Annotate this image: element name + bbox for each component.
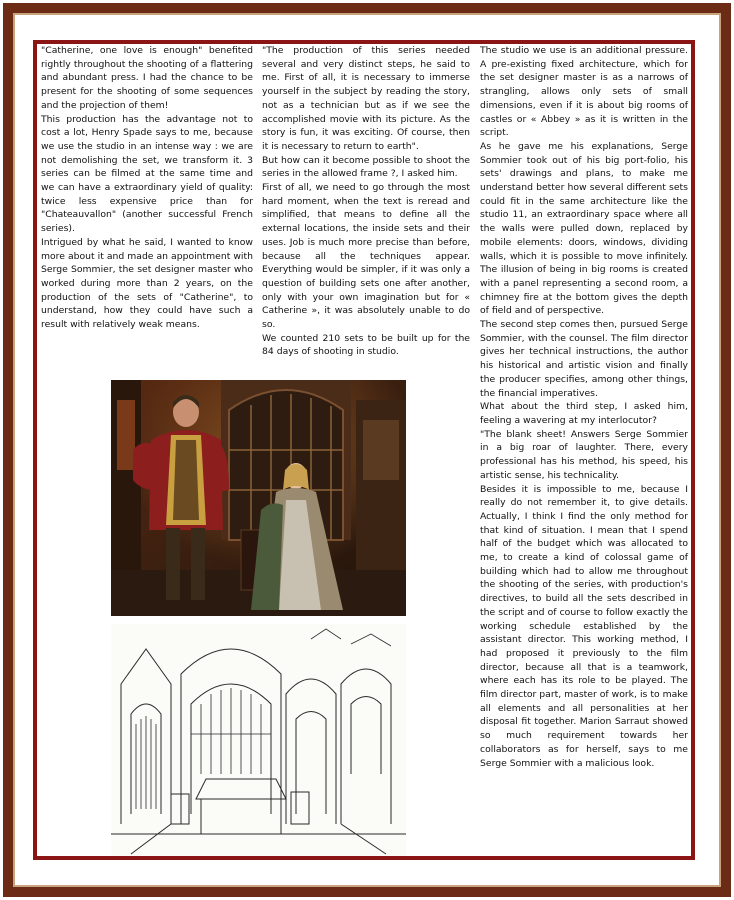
paragraph: First of all, we need to go through the most hard moment, when the text is reread and simplified, that means to define all the external locations, the inside sets and their uses. Job is much more precise than before, because all the techniques appear. Everything would be simpler, if it was only a question of building sets one after another, only with your own imagination but for « Catherine », it was absolutely unable to do so. — [262, 182, 470, 331]
paragraph: "The blank sheet! Answers Serge Sommier in a big roar of laughter. There, every professional has his method, his speed, his artistic sense, his technicality. — [480, 428, 688, 481]
paragraph: As he gave me his explanations, Serge Sommier took out of his big port-folio, his sets' drawings and plans, to make me understand better how several different sets could fit in the same architecture like the studio 11, an extraordinary space where all the walls were pulled down, replaced by mobile elements: doors, windows, dividing walls, which it is possible to move infinitely. The illusion of being in big rooms is created with a panel representing a second room, a chimney fire at the bottom gives the depth of field and of perspective. — [480, 140, 688, 317]
paragraph: Intrigued by what he said, I wanted to know more about it and made an appointment with Serge Sommier, the set designer master who worked during more than 2 years, on the production of the sets of "Catherine", to understand, how they could have such a result with relatively weak means. — [41, 236, 253, 331]
paragraph: The studio we use is an additional pressure. A pre-existing fixed architecture, which for the set designer master is as a narrows of strangling, allows only sets of small dimensions, even if it is about big rooms of castles or « Abbey » as it is written in the script. — [480, 45, 688, 139]
paragraph: The second step comes then, pursued Serge Sommier, with the counsel. The film director gives her technical instructions, the author his historical and artistic vision and finally the producer specifies, among other things, the financial imperatives. — [480, 319, 688, 399]
article-column-1 — [41, 44, 253, 332]
paragraph: "The production of this series needed several and very distinct steps, he said to me. First of all, it is necessary to immerse yourself in the subject by reading the story, not as a technician but as if we see the accomplished movie with its picture. As the story is fun, it was exciting. Of course, then it is necessary to return to earth". — [262, 45, 470, 152]
paragraph: "Catherine, one love is enough" benefited rightly throughout the shooting of a flattering and abundant press. I had the chance to be present for the shooting of some sequences and the projection of them! — [41, 45, 253, 111]
paragraph: We counted 210 sets to be built up for the 84 days of shooting in studio. — [262, 332, 470, 358]
paragraph: This production has the advantage not to cost a lot, Henry Spade says to me, because we use the studio in an intense way : we are not demolishing the set, we transform it. 3 series can be filmed at the same time and we can have a extraordinary yield of quality: twice less expensive price than for "Chateauvallon" (another successful French series). — [41, 113, 253, 235]
set-design-sketch — [111, 624, 406, 856]
article-column-3 — [480, 44, 688, 770]
film-still-photo — [111, 380, 406, 616]
paragraph: Besides it is impossible to me, because I really do not remember it, to give details. Actually, I think I find the only method for that kind of situation. I mean that I spend half of the budget which was allocated to me, to create a kind of colossal game of building which had to allow me throughout the shooting of the series, with production's directives, to build all the sets described in the script and of course to follow exactly the working schedule established by the assistant director. This working method, I had proposed it previously to the film director, because all that is a teamwork, where each has its role to be played. The film director part, master of work, is to make all elements and all personalities at her disposal fit together. Marion Sarraut showed so much requirement towards her collaborators as for herself, says to me Serge Sommier with a malicious look. — [480, 483, 688, 769]
article-column-2 — [262, 44, 470, 359]
paragraph: What about the third step, I asked him, feeling a wavering at my interlocutor? — [480, 401, 688, 426]
paragraph: But how can it become possible to shoot the series in the allowed frame ?, I asked him. — [262, 154, 470, 180]
